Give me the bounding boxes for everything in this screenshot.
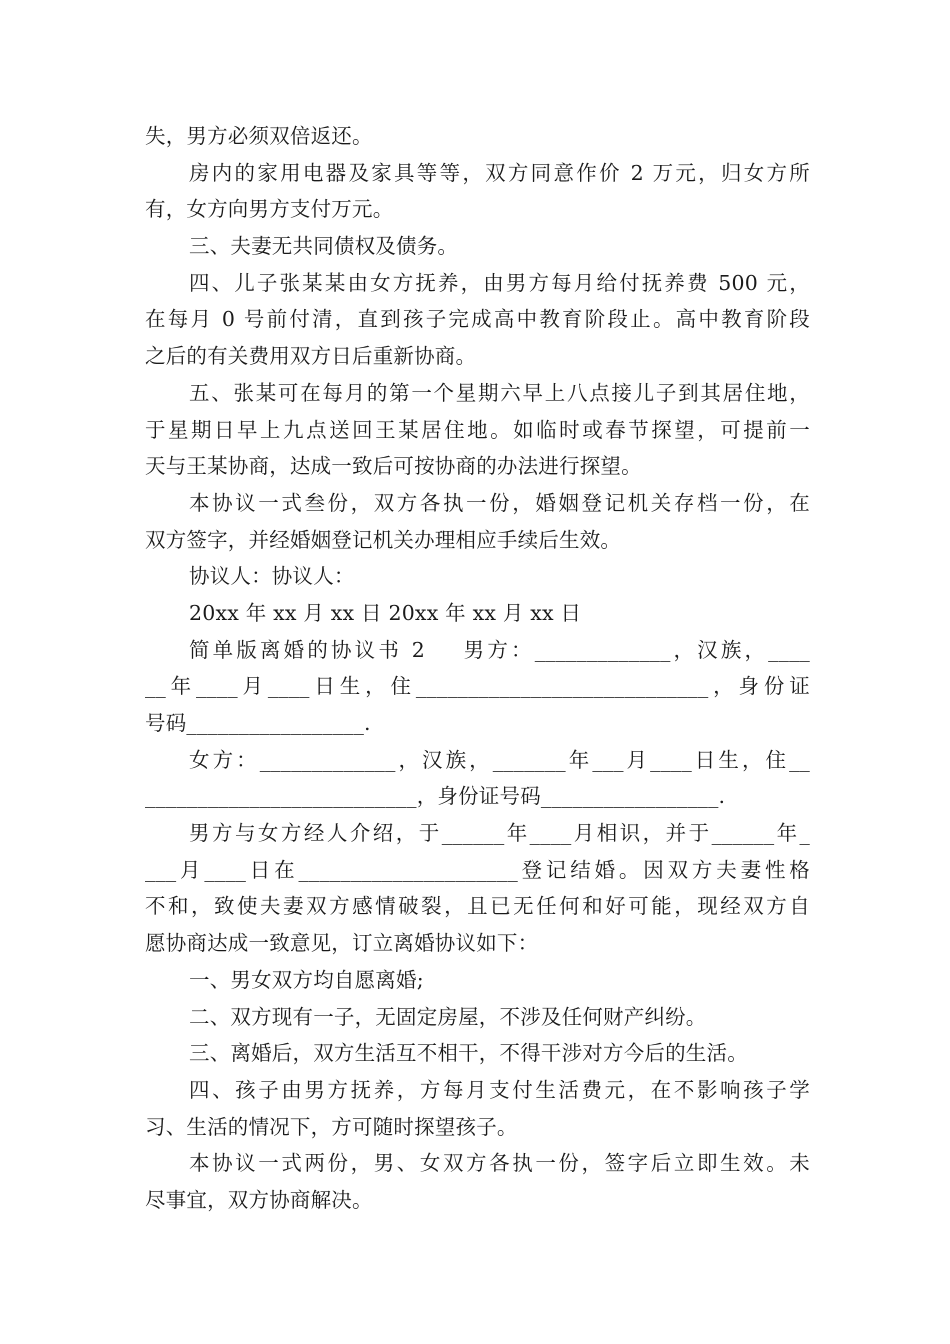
text-line: 本协议一式叁份，双方各执一份，婚姻登记机关存档一份，在 [189, 490, 810, 515]
text-line: 号码_________________. [145, 711, 371, 735]
text-line: 天与王某协商，达成一致后可按协商的办法进行探望。 [145, 454, 642, 479]
text-line: 之后的有关费用双方日后重新协商。 [145, 344, 477, 369]
text-line: 简单版离婚的协议书 2 男方：_____________，汉族，____ [189, 637, 810, 662]
text-line: 男方与女方经人介绍，于______年____月相识，并于______年_ [189, 821, 810, 846]
text-line: 一、男女双方均自愿离婚; [189, 967, 424, 992]
text-line: 三、夫妻无共同债权及债务。 [189, 234, 459, 259]
text-line: 协议人：协议人： [189, 564, 355, 589]
text-line: 20xx 年 xx 月 xx 日 20xx 年 xx 月 xx 日 [189, 600, 582, 625]
text-line: 房内的家用电器及家具等等，双方同意作价 2 万元，归女方所 [189, 160, 810, 185]
text-line: 于星期日早上九点送回王某居住地。如临时或春节探望，可提前一 [145, 417, 810, 442]
document-body [145, 118, 810, 1219]
text-line: 四、儿子张某某由女方抚养，由男方每月给付抚养费 500 元， [189, 270, 810, 295]
text-line: ___月____日在_____________________登记结婚。因双方夫妻性格 [145, 857, 810, 882]
text-line: 四、孩子由男方抚养，方每月支付生活费元，在不影响孩子学 [189, 1077, 810, 1102]
text-line: 尽事宜，双方协商解决。 [145, 1187, 373, 1212]
text-line: 有，女方向男方支付万元。 [145, 197, 394, 222]
text-line: 失，男方必须双倍返还。 [145, 124, 373, 148]
text-line: 习、生活的情况下，方可随时探望孩子。 [145, 1114, 518, 1139]
text-line: 女方：_____________，汉族，_______年___月____日生，住__ [189, 747, 810, 772]
text-line: 二、双方现有一子，无固定房屋，不涉及任何财产纠纷。 [189, 1004, 707, 1029]
text-line: 五、张某可在每月的第一个星期六早上八点接儿子到其居住地， [189, 380, 810, 405]
text-line: 双方签字，并经婚姻登记机关办理相应手续后生效。 [145, 527, 622, 552]
text-line: __________________________，身份证号码_________________. [145, 784, 726, 809]
text-line: 在每月 0 号前付清，直到孩子完成高中教育阶段止。高中教育阶段 [145, 307, 810, 332]
text-line: 不和，致使夫妻双方感情破裂，且已无任何和好可能，现经双方自 [145, 894, 810, 919]
document-page [145, 118, 810, 1219]
text-line: 三、离婚后，双方生活互不相干，不得干涉对方今后的生活。 [189, 1041, 748, 1066]
text-line: __年____月____日生，住____________________________，身份证 [145, 674, 810, 699]
text-line: 愿协商达成一致意见，订立离婚协议如下： [145, 931, 539, 956]
text-line: 本协议一式两份，男、女双方各执一份，签字后立即生效。未 [189, 1151, 810, 1176]
